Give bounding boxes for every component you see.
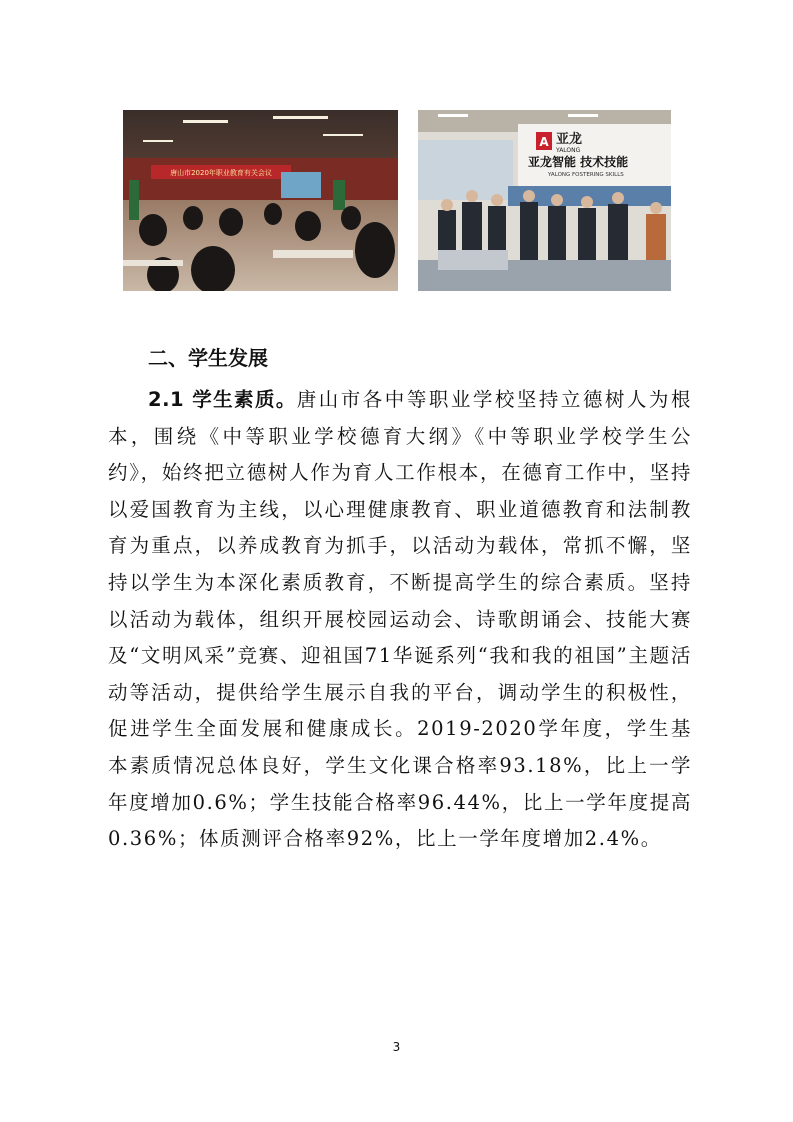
- section-heading: 二、学生发展: [148, 346, 268, 370]
- banner-text: 唐山市2020年职业教育有关会议: [170, 169, 272, 177]
- meeting-photo: [123, 110, 398, 291]
- page-number: 3: [392, 1040, 401, 1054]
- body-paragraph: [108, 382, 692, 858]
- slogan: 亚龙智能 技术技能: [528, 155, 629, 169]
- slogan-en: YALONG FOSTERING SKILLS: [548, 172, 624, 178]
- logo-latin: YALONG: [556, 147, 581, 154]
- exhibition-photo: [418, 110, 671, 291]
- logo-brand: 亚龙: [556, 132, 583, 147]
- svg-text:A: A: [539, 135, 549, 149]
- subsection-label: 2.1 学生素质。: [148, 388, 297, 411]
- paragraph-text: 唐山市各中等职业学校坚持立德树人为根本，围绕《中等职业学校德育大纲》《中等职业学校学生公约》，始终把立德树人作为育人工作根本，在德育工作中，坚持以爱国教育为主线，以心理健康教育、职业道德教育和法制教育为重点，以养成教育为抓手，以活动为载体，常抓不懈，坚持以学生为本深化素质教育，不断提高学生的综合素质。坚持以活动为载体，组织开展校园运动会、诗歌朗诵会、技能大赛及“文明风采”竞赛、迎祖国71华诞系列“我和我的祖国”主题活动等活动，提供给学生展示自我的平台，调动学生的积极性，促进学生全面发展和健康成长。2019-2020学年度，学生基本素质情况总体良好，学生文化课合格率93.18%，比上一学年度增加0.6%；学生技能合格率96.44%，比上一学年度提高0.36%；体质测评合格率92%，比上一学年度增加2.4%。: [108, 388, 692, 851]
